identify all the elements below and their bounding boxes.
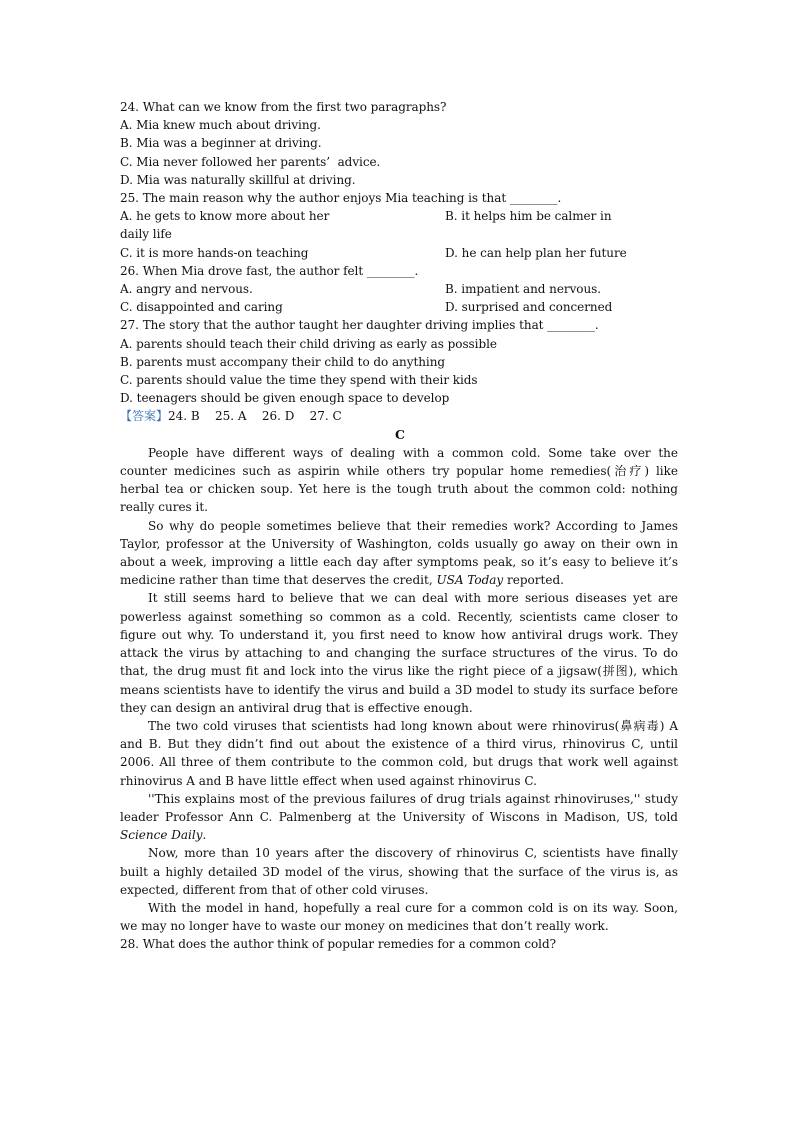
option-a: A. Mia knew much about driving. xyxy=(120,118,321,133)
question-stem: 26. When Mia drove fast, the author felt ________. xyxy=(120,263,419,278)
option-d: D. teenagers should be given enough space to develop xyxy=(120,391,450,406)
option-d: D. he can help plan her future xyxy=(445,245,627,260)
source-name: Science Daily xyxy=(120,828,203,843)
passage-paragraph-3: It still seems hard to believe that we can deal with more serious diseases yet are powerless against something so common as a cold. Recently, scientists came closer to figure out why. To understand it, you first need to know how antiviral drugs work. They attack the virus by attaching to and changing the surface structures of the virus. To do that, the drug must fit and lock into the virus like the right piece of a jigsaw(拼图), which means scientists have to identify the virus and build a 3D model to study its surface before they can design an antiviral drug that is effective enough. xyxy=(120,591,678,715)
option-b: B. Mia was a beginner at driving. xyxy=(120,136,322,151)
option-b: B. it helps him be calmer in xyxy=(445,209,612,224)
option-a: A. angry and nervous. xyxy=(120,282,253,297)
question-stem: 25. The main reason why the author enjoys Mia teaching is that ________. xyxy=(120,191,562,206)
options-row-cd xyxy=(120,244,680,262)
option-a: A. parents should teach their child driving as early as possible xyxy=(120,336,497,351)
paragraph-text: . xyxy=(202,828,207,843)
question-25 xyxy=(120,189,680,262)
paragraph-text: reported. xyxy=(503,573,564,588)
source-name: USA Today xyxy=(436,573,504,588)
question-stem: 27. The story that the author taught her daughter driving implies that ________. xyxy=(120,318,599,333)
passage-paragraph-1: People have different ways of dealing with a common cold. Some take over the counter medicines such as aspirin while others try popular home remedies(治疗) like herbal tea or chicken soup. Yet here is the tough truth about the common cold: nothing really cures it. xyxy=(120,445,678,515)
options-row-ab xyxy=(120,280,680,298)
exam-page xyxy=(120,98,680,954)
options-row-ab xyxy=(120,207,680,225)
passage-paragraph-6: Now, more than 10 years after the discovery of rhinovirus C, scientists have finally built a highly detailed 3D model of the virus, showing that the surface of the virus is, as expected, different from that of other cold viruses. xyxy=(120,846,678,897)
question-28-stem: 28. What does the author think of popular remedies for a common cold? xyxy=(120,937,556,952)
passage-paragraph-4: The two cold viruses that scientists had long known about were rhinovirus(鼻病毒) A and B. But they didn’t find out about the existence of a third virus, rhinovirus C, until 2006. All three of them contribute to the common cold, but drugs that work well against rhinovirus A and B have little effect when used against rhinovirus C. xyxy=(120,718,678,788)
option-b: B. parents must accompany their child to do anything xyxy=(120,354,446,369)
option-c: C. disappointed and caring xyxy=(120,300,283,315)
passage-paragraph-5 xyxy=(120,790,678,845)
paragraph-text: So why do people sometimes believe that their remedies work? According to James Taylor, professor at the University of Washington, colds usually go away on their own in about a week, improving a little each day after symptoms peak, so it’s easy to believe it’s medicine rather than time that deserves the credit, xyxy=(120,518,678,588)
passage-paragraph-7: With the model in hand, hopefully a real cure for a common cold is on its way. Soon, we may no longer have to waste our money on medicines that don’t really work. xyxy=(120,900,678,934)
question-stem: 24. What can we know from the first two paragraphs? xyxy=(120,100,447,114)
option-c: C. it is more hands-on teaching xyxy=(120,245,309,260)
option-d: D. surprised and concerned xyxy=(445,300,613,315)
options-row-cd xyxy=(120,298,680,316)
question-24 xyxy=(120,98,680,189)
answer-text: 24. B 25. A 26. D 27. C xyxy=(168,409,342,424)
passage-letter: C xyxy=(395,426,405,442)
option-b: B. impatient and nervous. xyxy=(445,282,602,297)
option-b-continued: daily life xyxy=(120,227,172,242)
passage-paragraph-2 xyxy=(120,517,678,590)
option-d: D. Mia was naturally skillful at driving. xyxy=(120,172,356,187)
question-26 xyxy=(120,262,680,317)
question-27 xyxy=(120,316,680,407)
option-c: C. parents should value the time they spend with their kids xyxy=(120,373,478,388)
option-a: A. he gets to know more about her xyxy=(120,209,330,224)
answer-tag: 【答案】 xyxy=(120,409,169,424)
paragraph-text: ''This explains most of the previous failures of drug trials against rhinoviruses,'' study leader Professor Ann C. Palmenberg at the University of Wiscons in Madison, US, told xyxy=(120,791,678,824)
answer-key xyxy=(120,407,680,425)
option-c: C. Mia never followed her parents’ advice. xyxy=(120,154,381,169)
